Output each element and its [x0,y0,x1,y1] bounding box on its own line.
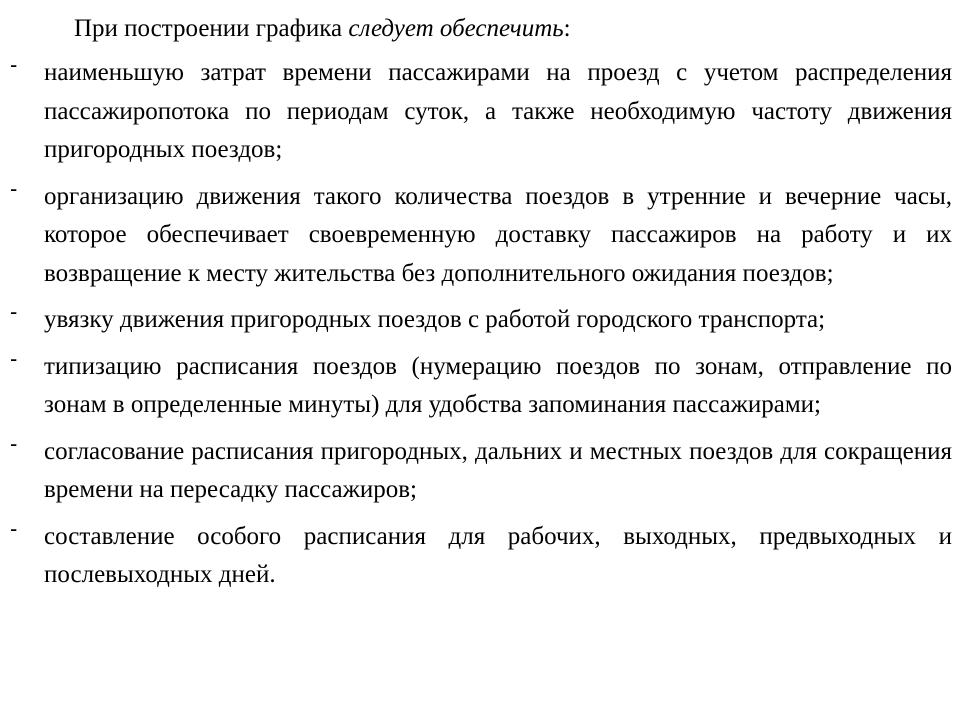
intro-emphasis: следует обеспечить [348,15,564,42]
list-item-text: составление особого расписания для рабочих, выходных, предвыходных и послевыходных дней. [44,522,952,588]
dash-bullet-icon: - [10,515,18,541]
intro-suffix: : [563,15,571,42]
list-item [10,430,952,510]
intro-prefix: При построении графика [74,15,349,42]
list-item [10,175,952,294]
list-item-text: наименьшую затрат времени пассажирами на проезд с учетом распределения пассажиропотока по периодам суток, а также необходимую частоту движения пригородных поездов; [44,59,952,163]
list-item-text: увязку движения пригородных поездов с работой городского транспорта; [44,306,826,333]
list-item [10,54,952,170]
list-item-text: типизацию расписания поездов (нумерацию поездов по зонам, отправление по зонам в определенные минуты) для удобства запоминания пассажирами; [44,352,952,418]
dash-bullet-icon: - [10,175,18,201]
requirements-list [10,54,952,603]
list-item [10,301,952,340]
dash-bullet-icon: - [10,299,18,324]
list-item-text: согласование расписания пригородных, дальних и местных поездов для сокращения времени на пересадку пассажиров; [44,437,952,503]
dash-bullet-icon: - [10,430,18,456]
list-item-text: организацию движения такого количества поездов в утренние и вечерние часы, которое обеспечивает своевременную доставку пассажиров на работу и их возвращение к месту жительства без дополнительного ожидания поездов; [44,182,952,287]
intro-line [74,10,571,48]
dash-bullet-icon: - [10,52,18,77]
list-item [10,345,952,425]
dash-bullet-icon: - [10,345,18,371]
list-item [10,515,952,595]
